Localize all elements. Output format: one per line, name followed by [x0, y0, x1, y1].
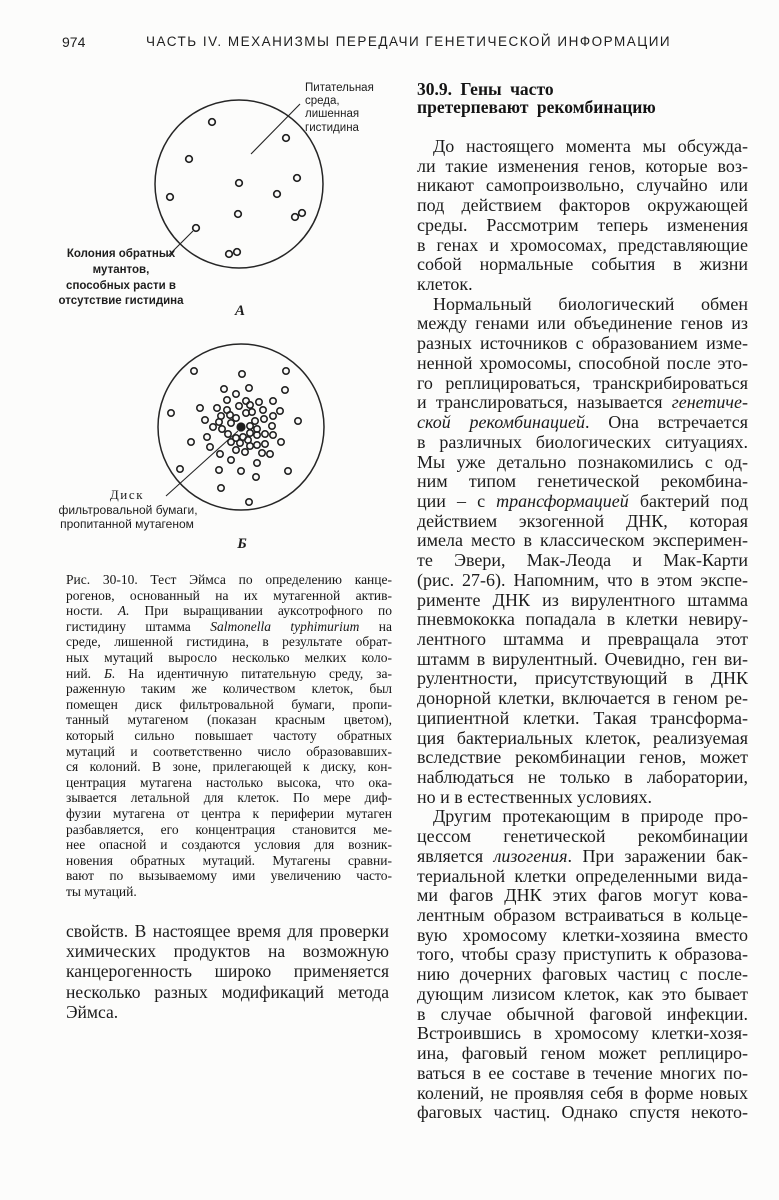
text-run: в различных биологических ситуациях. — [417, 431, 748, 452]
text-run: помещен диск фильтровальной бумаги, пропи- — [66, 696, 392, 712]
text-line — [66, 961, 389, 981]
colony — [242, 449, 248, 455]
panel-a — [58, 82, 373, 319]
text-run: Встроившись в хромосому клетки-хозя- — [417, 1023, 748, 1044]
section-heading-line: претерпевают рекомбинацию — [417, 97, 656, 117]
text-run: лентным образом встраиваться в кольце- — [417, 905, 748, 926]
text-run: разных источников с образованием изме- — [417, 333, 748, 354]
text-run: вую хромосому клетки-хозяина вместо — [417, 924, 748, 945]
colony — [270, 413, 276, 419]
colony — [285, 468, 291, 474]
colony — [299, 210, 306, 217]
mutagen-disc — [236, 422, 245, 431]
text-line — [66, 1002, 389, 1022]
italic-term: ской рекомбинацией — [417, 412, 585, 433]
text-line — [417, 591, 748, 611]
text-line — [66, 666, 392, 682]
colonies-b — [168, 368, 301, 505]
text-run: гистидину штамма — [66, 618, 211, 634]
text-line — [66, 681, 392, 697]
disc-label-line: Диск — [109, 487, 145, 502]
colony — [277, 408, 283, 414]
text-line — [417, 906, 748, 926]
colony — [247, 402, 253, 408]
colony — [210, 424, 216, 430]
text-run: химических продуктов на возможную — [66, 941, 389, 962]
colony — [247, 443, 253, 449]
text-run: раженную таким же количеством клеток, был — [66, 681, 392, 697]
colony — [216, 467, 222, 473]
text-line — [417, 374, 748, 394]
colony — [217, 451, 223, 457]
colony — [167, 194, 174, 201]
colony — [225, 431, 231, 437]
text-line — [417, 571, 748, 591]
running-title: ЧАСТЬ IV. МЕХАНИЗМЫ ПЕРЕДАЧИ ГЕНЕТИЧЕСКОЙ ИНФОРМАЦИИ — [146, 34, 672, 49]
colony — [270, 432, 276, 438]
text-line — [417, 1024, 748, 1044]
text-run: наблюдаться не только в лаборатории, — [417, 767, 748, 787]
colony — [270, 398, 276, 404]
text-line — [417, 827, 748, 847]
colony — [261, 416, 267, 422]
figure-caption — [66, 572, 392, 899]
text-run: между генами или объединение генов из — [417, 313, 748, 334]
text-run: свойств. В настоящее время для проверки — [66, 921, 389, 941]
text-line — [417, 255, 748, 275]
text-run: того, чтобы сразу приступить к образова- — [417, 944, 748, 965]
text-line — [417, 354, 748, 374]
text-line — [417, 551, 748, 571]
text-run: рулентности, присутствующий в ДНК — [417, 668, 748, 689]
text-run: пневмококка попадала в клетки невиру- — [417, 609, 748, 630]
text-run: новения обратных мутаций. Мутагены сравни- — [66, 852, 392, 868]
text-line — [417, 295, 748, 315]
text-line — [417, 314, 748, 334]
text-run: зывается летальной для клеток. По мере диф- — [66, 790, 392, 806]
text-line — [66, 822, 392, 838]
colony — [292, 214, 299, 221]
text-run: ция бактериальных клеток, реализуемая — [417, 727, 748, 748]
text-line — [66, 697, 392, 713]
text-line — [417, 512, 748, 532]
colony — [259, 450, 265, 456]
colony — [237, 440, 243, 446]
colony — [256, 399, 262, 405]
text-line — [66, 775, 392, 791]
text-run: и транслироваться, называется — [417, 392, 672, 413]
text-line — [66, 619, 392, 635]
text-run: среде, лишенной гистидина, в результате обрат- — [66, 634, 392, 650]
colony — [226, 251, 233, 258]
text-run: ним типом генетической рекомбина- — [417, 471, 748, 492]
text-run: собой нормальные события в жизни — [417, 254, 748, 275]
text-line — [417, 137, 748, 157]
text-line — [417, 1064, 748, 1084]
text-run: До настоящего момента мы обсужда- — [433, 136, 748, 156]
colony — [247, 430, 253, 436]
colony — [283, 368, 289, 374]
panel-b — [58, 344, 324, 552]
italic-term: Salmonella typhimurium — [210, 618, 360, 634]
colony — [262, 431, 268, 437]
text-run: но и в естественных условиях. — [417, 786, 652, 807]
text-line — [66, 728, 392, 744]
text-line — [417, 334, 748, 354]
paragraph — [417, 137, 748, 295]
colony — [239, 371, 245, 377]
text-line — [417, 492, 748, 512]
text-run: несколько разных модификаций метода — [66, 981, 389, 1002]
text-run: цессом генетической рекомбинации — [417, 826, 748, 847]
text-run: ненной хромосомы, способной после это- — [417, 352, 748, 373]
text-line — [417, 945, 748, 965]
colony — [246, 385, 252, 391]
colony — [238, 468, 244, 474]
text-line — [417, 393, 748, 413]
text-run: ли такие изменения генов, которые воз- — [417, 155, 748, 176]
colony — [168, 410, 174, 416]
text-run: ных мутаций выросло несколько мелких коло- — [66, 649, 392, 665]
panel-a-label: А — [234, 303, 246, 319]
text-run: ся колоний. В зоне, прилегающей к диску, кон- — [66, 759, 392, 775]
paragraph — [417, 295, 748, 808]
colony — [236, 180, 243, 187]
text-run: На идентичную питательную среду, за- — [115, 665, 392, 681]
text-run: Рис. 30-10. Тест Эймса по определению канце- — [66, 572, 392, 587]
text-line — [417, 472, 748, 492]
text-run: ности. — [66, 603, 118, 619]
text-line — [417, 985, 748, 1005]
colony — [218, 485, 224, 491]
colony — [294, 175, 301, 182]
text-line — [66, 806, 392, 822]
text-line — [66, 588, 392, 604]
colony — [262, 441, 268, 447]
colony — [254, 460, 260, 466]
text-run: в генах и хромосомах, представляющие — [417, 234, 748, 255]
colony — [235, 211, 242, 218]
text-line — [417, 157, 748, 177]
text-line — [417, 630, 748, 650]
colony — [269, 423, 275, 429]
text-line — [417, 413, 748, 433]
colony-label-line: отсутствие гистидина — [58, 295, 184, 307]
colony — [204, 434, 210, 440]
text-run: донорной клетки, включается в геном ре- — [417, 688, 748, 709]
text-run: го реплицироваться, транскрибироваться — [417, 372, 748, 393]
colony — [282, 387, 288, 393]
text-line — [66, 982, 389, 1002]
colony — [233, 391, 239, 397]
colony — [278, 439, 284, 445]
colony — [209, 119, 216, 126]
text-line — [417, 965, 748, 985]
text-run: ина, фаговый геном может реплициро- — [417, 1043, 748, 1064]
text-line — [417, 886, 748, 906]
colony — [214, 405, 220, 411]
text-line — [66, 759, 392, 775]
text-line — [66, 941, 389, 961]
text-line — [66, 572, 392, 588]
text-run: . Она встречается — [584, 412, 748, 433]
text-line — [417, 1103, 748, 1123]
text-run: канцерогенность широко применяется — [66, 961, 389, 982]
text-run: Эймса. — [66, 1001, 119, 1022]
text-line — [417, 729, 748, 749]
text-run: дующим лизисом клеток, как это бывает — [417, 983, 748, 1004]
italic-term: А. — [117, 603, 130, 619]
text-run: имела место в классическом эксперимен- — [417, 530, 748, 551]
text-run: вают по вызываемому ими увеличению часто- — [66, 868, 392, 884]
colony — [295, 418, 301, 424]
text-line — [417, 926, 748, 946]
text-line — [66, 650, 392, 666]
colony — [267, 451, 273, 457]
colony — [228, 420, 234, 426]
paragraph — [417, 807, 748, 1123]
medium-label-line: лишенная — [305, 108, 360, 120]
page-number: 974 — [62, 34, 86, 50]
text-line — [417, 807, 748, 827]
text-run: нию дочерних фаговых частиц с после- — [417, 964, 748, 985]
text-run: действием экзогенной ДНК, которая — [417, 510, 748, 531]
section-body — [417, 137, 748, 1123]
text-line — [417, 748, 748, 768]
colony — [283, 135, 290, 142]
text-line — [417, 176, 748, 196]
text-run: Нормальный биологический обмен — [433, 293, 748, 314]
text-run: ции – с — [417, 490, 497, 511]
italic-term: лизогения — [493, 845, 568, 866]
colony — [233, 447, 239, 453]
text-run: лентного штамма и превращала этот — [417, 628, 748, 649]
text-run: Мы уже детально познакомились с од- — [417, 451, 748, 472]
text-line — [417, 275, 748, 295]
text-line — [417, 216, 748, 236]
text-run: является — [417, 845, 494, 866]
text-run: мутаций и соответственно число образовавших- — [66, 743, 392, 759]
petri-dish-a — [155, 100, 323, 268]
colony — [188, 439, 194, 445]
left-column-text — [66, 921, 389, 1022]
colony — [197, 405, 203, 411]
text-run: под действием факторов окружающей — [417, 195, 748, 216]
text-run: танный мутагеном (показан красным цветом), — [66, 712, 392, 728]
text-run: ципиентной клетки. Такая трансформа- — [417, 707, 748, 728]
colony — [253, 474, 259, 480]
text-line — [66, 790, 392, 806]
text-line — [66, 837, 392, 853]
text-run: При выращивании ауксотрофного по — [129, 603, 392, 619]
colony — [236, 403, 242, 409]
text-run: в случае обычной фаговой инфекции. — [417, 1003, 748, 1024]
text-run: териальной клетки определенными вида- — [417, 865, 748, 886]
text-line — [417, 768, 748, 788]
text-run: фаговых частиц. Однако спустя некото- — [417, 1102, 748, 1123]
text-line — [417, 650, 748, 670]
text-run: рименте ДНК из вирулентного штамма — [417, 589, 748, 610]
text-run: разбавляется, его концентрация становится ме- — [66, 821, 392, 837]
colony — [202, 417, 208, 423]
text-run: который сильно повышает частоту обратных — [66, 727, 392, 743]
text-line — [66, 603, 392, 619]
text-line — [66, 712, 392, 728]
text-line — [417, 1044, 748, 1064]
text-run: рогенов, основанный на их мутагенной актив- — [66, 587, 392, 603]
colony — [274, 191, 281, 198]
colony — [224, 397, 230, 403]
text-line — [417, 867, 748, 887]
colony-label-line: способных расти в — [66, 280, 176, 292]
disc-leader-line — [166, 431, 238, 496]
colony — [191, 368, 197, 374]
colony — [234, 249, 241, 256]
text-run: ми фагов ДНК этих фагов могут кова- — [417, 885, 748, 906]
text-run: нее опасной и создаются условия для возник- — [66, 837, 392, 853]
text-run: колений, не проявляя себя в форме новых — [417, 1082, 748, 1103]
medium-label-line: среда, — [305, 95, 340, 107]
colony-label-line: мутантов, — [92, 264, 150, 276]
medium-label-line: гистидина — [305, 122, 359, 134]
colony — [186, 156, 193, 163]
text-line — [417, 236, 748, 256]
text-run: на — [359, 618, 393, 634]
text-line — [417, 610, 748, 630]
text-line — [417, 689, 748, 709]
text-line — [417, 669, 748, 689]
text-run: те Эвери, Мак-Леода и Мак-Карти — [417, 550, 748, 571]
panel-b-label: Б — [237, 536, 247, 552]
medium-label-line: Питательная — [305, 82, 374, 94]
medium-leader-line — [251, 104, 300, 154]
text-run: ваться в ее составе в течение многих по- — [417, 1062, 748, 1083]
text-run: фузии мутагена от центра к периферии мутаген — [66, 805, 392, 821]
italic-term: трансформацией — [496, 490, 629, 511]
italic-term: Б. — [103, 665, 116, 681]
colony — [219, 426, 225, 432]
colony — [216, 419, 222, 425]
colony-label-line: Колония обратных — [66, 248, 176, 260]
text-run: никают самопроизвольно, случайно или — [417, 175, 748, 196]
text-line — [417, 1084, 748, 1104]
text-run: . При заражении бак- — [567, 845, 748, 866]
text-line — [417, 433, 748, 453]
text-run: бактерий под — [628, 490, 748, 511]
section-heading-line: 30.9. Гены часто — [417, 79, 554, 99]
text-line — [417, 788, 748, 808]
disc-label-line: пропитанной мутагеном — [60, 517, 194, 531]
text-run: ний. — [66, 665, 104, 681]
colony — [260, 407, 266, 413]
colony — [177, 466, 183, 472]
text-run: ты мутаций. — [66, 883, 137, 899]
text-run: центрация мутагена настолько высока, что ока- — [66, 774, 392, 790]
disc-label-line: фильтровальной бумаги, — [58, 503, 198, 517]
colony — [247, 423, 253, 429]
text-run: штамм в вирулентный. Очевидно, ген ви- — [417, 648, 748, 669]
section-heading — [417, 80, 656, 116]
figure-ames-test — [0, 0, 400, 560]
text-run: среды. Рассмотрим теперь изменения — [417, 214, 748, 235]
text-line — [417, 531, 748, 551]
text-run: (рис. 27-6). Напомним, что в этом экспе- — [417, 569, 748, 590]
text-line — [417, 453, 748, 473]
text-line — [66, 884, 392, 900]
colony — [254, 442, 260, 448]
colony — [246, 499, 252, 505]
text-line — [417, 1005, 748, 1025]
text-line — [66, 921, 389, 941]
colony — [207, 444, 213, 450]
colony — [221, 386, 227, 392]
text-line — [417, 709, 748, 729]
text-line — [66, 853, 392, 869]
text-line — [66, 744, 392, 760]
text-run: Другим протекающим в природе про- — [433, 806, 748, 827]
text-line — [66, 868, 392, 884]
text-run: вследствие рекомбинации генов, может — [417, 747, 748, 768]
colony — [193, 225, 200, 232]
text-line — [417, 847, 748, 867]
colony — [228, 457, 234, 463]
italic-term: генетиче- — [671, 392, 748, 413]
text-run: клеток. — [417, 274, 473, 295]
text-line — [66, 634, 392, 650]
text-line — [417, 196, 748, 216]
